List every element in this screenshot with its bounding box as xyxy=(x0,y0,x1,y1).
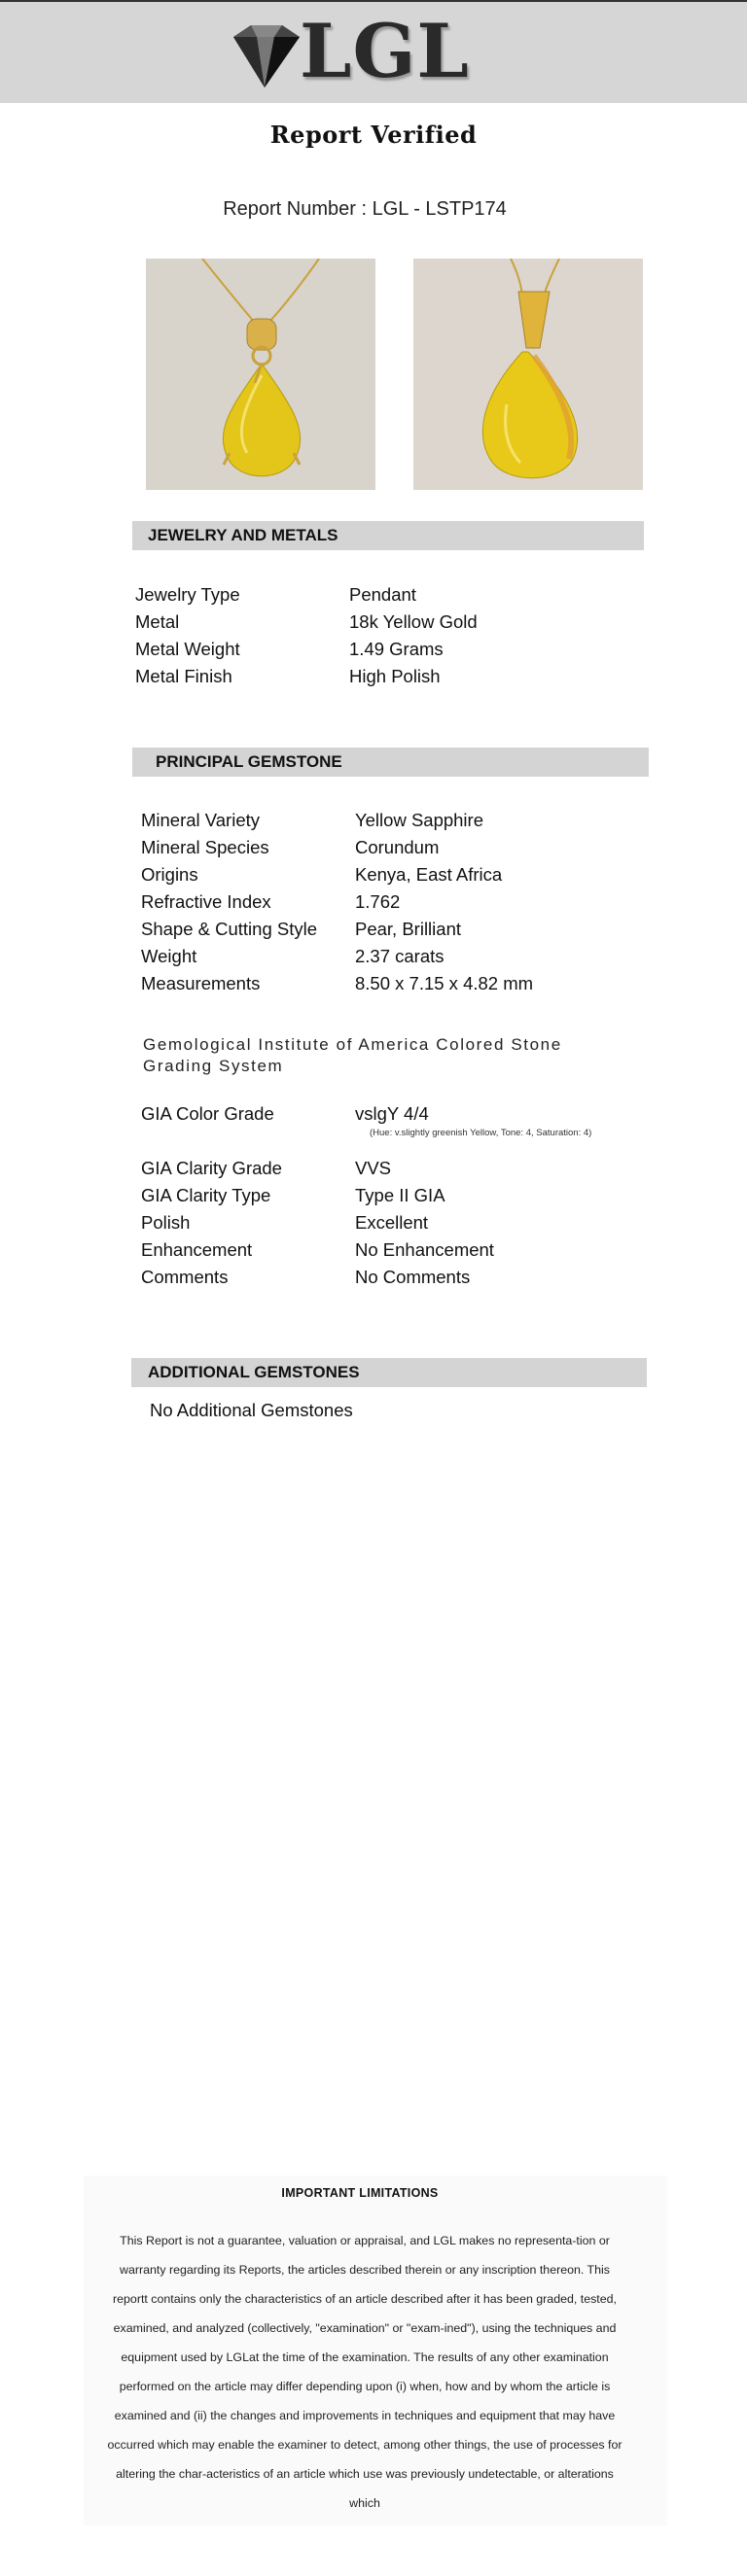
no-additional-gemstones-text: No Additional Gemstones xyxy=(150,1400,353,1420)
detail-value: Corundum xyxy=(355,837,440,857)
detail-value: vslgY 4/4 xyxy=(355,1103,429,1124)
detail-label: Comments xyxy=(141,1267,229,1287)
detail-label: Polish xyxy=(141,1212,191,1233)
detail-label: Jewelry Type xyxy=(135,584,240,605)
detail-value: 2.37 carats xyxy=(355,946,445,966)
detail-value: Pear, Brilliant xyxy=(355,919,461,939)
detail-value: Yellow Sapphire xyxy=(355,810,483,830)
color-grade-note: (Hue: v.slightly greenish Yellow, Tone: 4, Saturation: 4) xyxy=(370,1128,592,1138)
pendant-front-image xyxy=(146,259,375,490)
detail-value: VVS xyxy=(355,1158,392,1178)
header-banner xyxy=(0,0,747,103)
detail-label: Origins xyxy=(141,864,198,885)
detail-value: Type II GIA xyxy=(355,1185,445,1205)
detail-label: Metal Finish xyxy=(135,666,232,686)
detail-value: No Comments xyxy=(355,1267,471,1287)
detail-value: 1.762 xyxy=(355,891,401,912)
page-title: Report Verified xyxy=(269,121,478,149)
detail-label: GIA Color Grade xyxy=(141,1103,274,1124)
detail-value: No Enhancement xyxy=(355,1239,494,1260)
pendant-side-image xyxy=(413,259,643,490)
lgl-logo xyxy=(226,8,479,97)
detail-label: Metal xyxy=(135,611,180,632)
detail-value: Excellent xyxy=(355,1212,429,1233)
pendant-photo-side xyxy=(413,259,643,490)
logo-text: LGL xyxy=(300,8,470,94)
report-number: Report Number : LGL - LSTP174 xyxy=(223,198,507,220)
section-heading-jewelry: JEWELRY AND METALS xyxy=(132,521,644,550)
detail-label: Mineral Variety xyxy=(141,810,261,830)
detail-value: 1.49 Grams xyxy=(349,639,444,659)
detail-label: Enhancement xyxy=(141,1239,253,1260)
section-heading-principal-gemstone: PRINCIPAL GEMSTONE xyxy=(132,748,649,777)
detail-label: GIA Clarity Grade xyxy=(141,1158,282,1178)
detail-label: Mineral Species xyxy=(141,837,269,857)
limitations-heading: IMPORTANT LIMITATIONS xyxy=(281,2186,439,2200)
detail-value: Pendant xyxy=(349,584,416,605)
detail-label: GIA Clarity Type xyxy=(141,1185,271,1205)
grading-system-title: Gemological Institute of America Colored Stone Grading System xyxy=(143,1035,562,1075)
pendant-photo-front xyxy=(146,259,375,490)
detail-value: Kenya, East Africa xyxy=(355,864,503,885)
detail-label: Metal Weight xyxy=(135,639,240,659)
detail-value: 8.50 x 7.15 x 4.82 mm xyxy=(355,973,534,993)
diamond-icon xyxy=(226,23,303,91)
detail-value: 18k Yellow Gold xyxy=(349,611,478,632)
detail-label: Shape & Cutting Style xyxy=(141,919,317,939)
detail-label: Refractive Index xyxy=(141,891,271,912)
detail-value: High Polish xyxy=(349,666,441,686)
detail-label: Measurements xyxy=(141,973,261,993)
section-heading-additional-gemstones: ADDITIONAL GEMSTONES xyxy=(131,1358,647,1387)
detail-label: Weight xyxy=(141,946,197,966)
limitations-body: This Report is not a guarantee, valuation or appraisal, and LGL makes no representa-tion or warranty regarding its Reports, the articles described therein or any inscription thereon. This reportt contains only the characteristics of an article described after it has been graded, tested, examined, and analyzed (collectively, "examination" or "exam-ined"), using the techniques and equipment used by LGLat the time of the examination. The results of any other examination performed on the article may differ depending upon (i) when, how and by whom the article is examined and (ii) the changes and improvements in techniques and equipment that may have occurred which may enable the examiner to detect, among other things, the use of processes for altering the char-acteristics of an article which use was previously undetectable, or alterations which xyxy=(107,2234,622,2510)
